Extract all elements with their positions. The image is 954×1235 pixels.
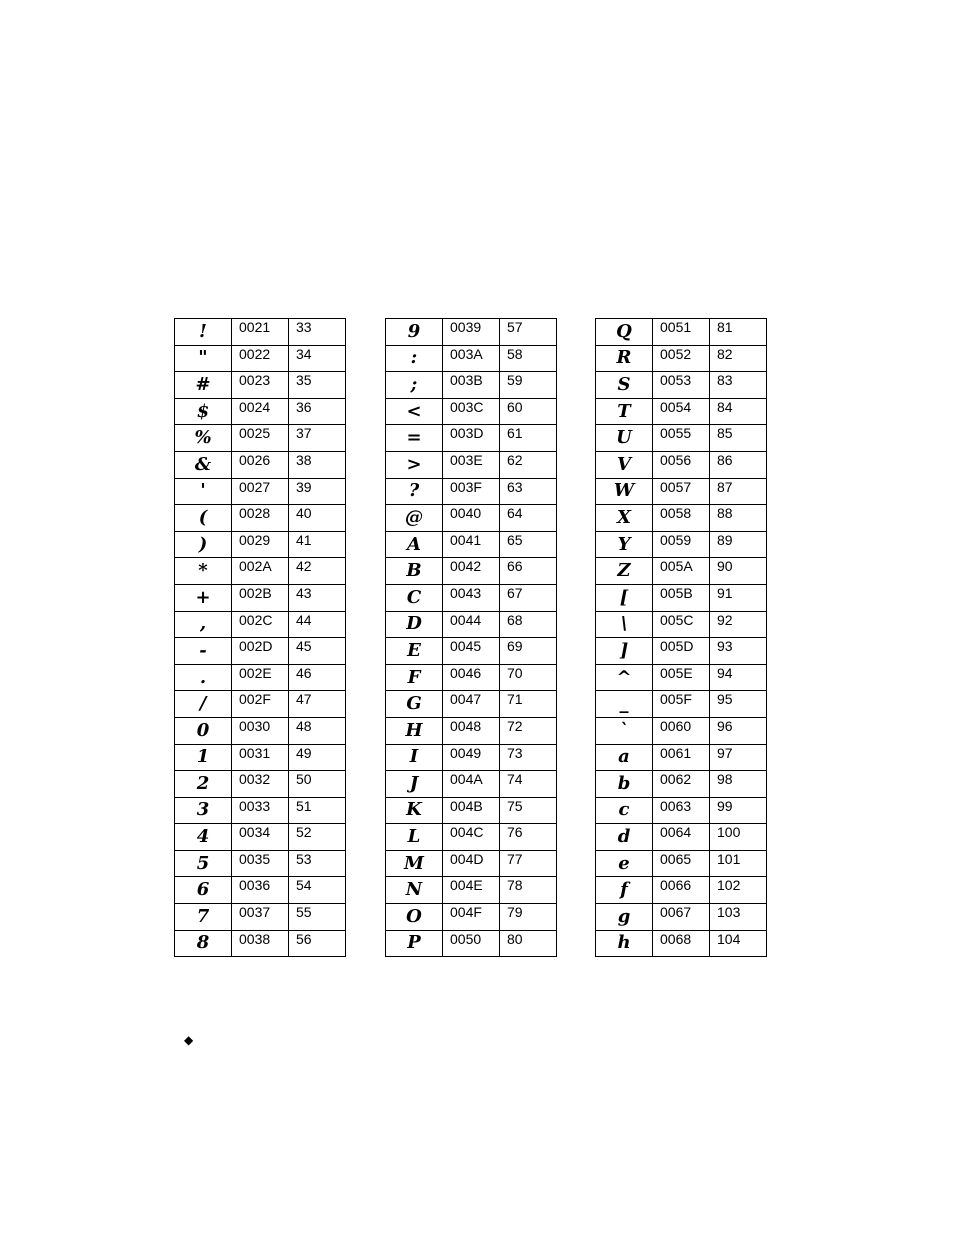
glyph-cell: 5 — [175, 850, 232, 877]
character-table-2 — [385, 318, 557, 957]
decimal-code-cell: 56 — [289, 930, 346, 957]
glyph-cell: Z — [596, 558, 653, 585]
decimal-code-cell: 74 — [500, 771, 557, 798]
table-row — [386, 824, 557, 851]
glyph-cell: * — [175, 558, 232, 585]
glyph-cell: b — [596, 771, 653, 798]
glyph-cell: R — [596, 345, 653, 372]
glyph-cell: _ — [596, 691, 653, 718]
decimal-code-cell: 103 — [710, 904, 767, 931]
table-row — [175, 904, 346, 931]
decimal-code-cell: 65 — [500, 531, 557, 558]
table-row — [386, 877, 557, 904]
glyph-cell: @ — [386, 505, 443, 532]
table-row — [175, 531, 346, 558]
decimal-code-cell: 83 — [710, 372, 767, 399]
hex-code-cell: 0034 — [232, 824, 289, 851]
decimal-code-cell: 35 — [289, 372, 346, 399]
table-row — [386, 558, 557, 585]
glyph-cell: > — [386, 451, 443, 478]
table-row — [596, 691, 767, 718]
glyph-cell: + — [175, 584, 232, 611]
hex-code-cell: 0046 — [443, 664, 500, 691]
table-row — [596, 877, 767, 904]
hex-code-cell: 0039 — [443, 319, 500, 346]
decimal-code-cell: 62 — [500, 451, 557, 478]
glyph-cell: F — [386, 664, 443, 691]
decimal-code-cell: 42 — [289, 558, 346, 585]
hex-code-cell: 0063 — [653, 797, 710, 824]
glyph-cell: ; — [386, 372, 443, 399]
decimal-code-cell: 90 — [710, 558, 767, 585]
hex-code-cell: 003B — [443, 372, 500, 399]
table-row — [596, 398, 767, 425]
hex-code-cell: 005C — [653, 611, 710, 638]
table-row — [386, 850, 557, 877]
hex-code-cell: 0054 — [653, 398, 710, 425]
glyph-cell: - — [175, 638, 232, 665]
hex-code-cell: 005B — [653, 584, 710, 611]
decimal-code-cell: 68 — [500, 611, 557, 638]
hex-code-cell: 004C — [443, 824, 500, 851]
decimal-code-cell: 46 — [289, 664, 346, 691]
table-row — [596, 664, 767, 691]
table-row — [386, 319, 557, 346]
hex-code-cell: 0038 — [232, 930, 289, 957]
glyph-cell: N — [386, 877, 443, 904]
table-row — [596, 345, 767, 372]
decimal-code-cell: 100 — [710, 824, 767, 851]
decimal-code-cell: 69 — [500, 638, 557, 665]
decimal-code-cell: 86 — [710, 451, 767, 478]
decimal-code-cell: 64 — [500, 505, 557, 532]
table-row — [175, 611, 346, 638]
glyph-cell: c — [596, 797, 653, 824]
decimal-code-cell: 98 — [710, 771, 767, 798]
glyph-cell: & — [175, 451, 232, 478]
decimal-code-cell: 97 — [710, 744, 767, 771]
decimal-code-cell: 85 — [710, 425, 767, 452]
table-row — [175, 345, 346, 372]
hex-code-cell: 005D — [653, 638, 710, 665]
hex-code-cell: 0056 — [653, 451, 710, 478]
decimal-code-cell: 53 — [289, 850, 346, 877]
table-row — [596, 771, 767, 798]
hex-code-cell: 003D — [443, 425, 500, 452]
hex-code-cell: 0021 — [232, 319, 289, 346]
table-row — [386, 638, 557, 665]
glyph-cell: G — [386, 691, 443, 718]
table-row — [596, 558, 767, 585]
hex-code-cell: 0042 — [443, 558, 500, 585]
hex-code-cell: 0050 — [443, 930, 500, 957]
table-row — [596, 638, 767, 665]
hex-code-cell: 005A — [653, 558, 710, 585]
table-row — [596, 611, 767, 638]
glyph-cell: ( — [175, 505, 232, 532]
glyph-cell: C — [386, 584, 443, 611]
table-row — [386, 930, 557, 957]
decimal-code-cell: 80 — [500, 930, 557, 957]
table-row — [175, 478, 346, 505]
decimal-code-cell: 40 — [289, 505, 346, 532]
table-row — [386, 744, 557, 771]
hex-code-cell: 0053 — [653, 372, 710, 399]
decimal-code-cell: 89 — [710, 531, 767, 558]
table-row — [596, 451, 767, 478]
hex-code-cell: 0037 — [232, 904, 289, 931]
table-row — [386, 425, 557, 452]
decimal-code-cell: 76 — [500, 824, 557, 851]
glyph-cell: ] — [596, 638, 653, 665]
decimal-code-cell: 67 — [500, 584, 557, 611]
glyph-cell: 6 — [175, 877, 232, 904]
decimal-code-cell: 36 — [289, 398, 346, 425]
table-row — [175, 372, 346, 399]
glyph-cell: / — [175, 691, 232, 718]
glyph-cell: = — [386, 425, 443, 452]
hex-code-cell: 004F — [443, 904, 500, 931]
table-row — [386, 771, 557, 798]
hex-code-cell: 0052 — [653, 345, 710, 372]
table-row — [175, 930, 346, 957]
hex-code-cell: 0067 — [653, 904, 710, 931]
glyph-cell: d — [596, 824, 653, 851]
hex-code-cell: 0035 — [232, 850, 289, 877]
hex-code-cell: 0062 — [653, 771, 710, 798]
decimal-code-cell: 49 — [289, 744, 346, 771]
table-row — [596, 478, 767, 505]
decimal-code-cell: 54 — [289, 877, 346, 904]
decimal-code-cell: 87 — [710, 478, 767, 505]
hex-code-cell: 003C — [443, 398, 500, 425]
decimal-code-cell: 41 — [289, 531, 346, 558]
glyph-cell: L — [386, 824, 443, 851]
table-row — [386, 664, 557, 691]
table-row — [596, 717, 767, 744]
hex-code-cell: 0047 — [443, 691, 500, 718]
decimal-code-cell: 96 — [710, 717, 767, 744]
glyph-cell: h — [596, 930, 653, 957]
table-row — [386, 584, 557, 611]
bullet-marker: ◆ — [184, 1033, 194, 1047]
table-row — [386, 345, 557, 372]
glyph-cell: V — [596, 451, 653, 478]
hex-code-cell: 0066 — [653, 877, 710, 904]
hex-code-cell: 002E — [232, 664, 289, 691]
decimal-code-cell: 60 — [500, 398, 557, 425]
glyph-cell: . — [175, 664, 232, 691]
glyph-cell: a — [596, 744, 653, 771]
decimal-code-cell: 70 — [500, 664, 557, 691]
hex-code-cell: 002D — [232, 638, 289, 665]
table-row — [175, 824, 346, 851]
hex-code-cell: 003F — [443, 478, 500, 505]
glyph-cell: X — [596, 505, 653, 532]
hex-code-cell: 0044 — [443, 611, 500, 638]
table-row — [386, 611, 557, 638]
glyph-cell: ' — [175, 478, 232, 505]
hex-code-cell: 005F — [653, 691, 710, 718]
table-row — [596, 584, 767, 611]
hex-code-cell: 0049 — [443, 744, 500, 771]
decimal-code-cell: 72 — [500, 717, 557, 744]
hex-code-cell: 0041 — [443, 531, 500, 558]
table-row — [596, 744, 767, 771]
table-row — [596, 425, 767, 452]
table-row — [175, 717, 346, 744]
table-row — [175, 319, 346, 346]
glyph-cell: S — [596, 372, 653, 399]
table-row — [175, 664, 346, 691]
hex-code-cell: 002F — [232, 691, 289, 718]
decimal-code-cell: 55 — [289, 904, 346, 931]
glyph-cell: 9 — [386, 319, 443, 346]
decimal-code-cell: 95 — [710, 691, 767, 718]
glyph-cell: ` — [596, 717, 653, 744]
table-row — [596, 319, 767, 346]
decimal-code-cell: 52 — [289, 824, 346, 851]
decimal-code-cell: 34 — [289, 345, 346, 372]
hex-code-cell: 0027 — [232, 478, 289, 505]
glyph-cell: 2 — [175, 771, 232, 798]
glyph-cell: : — [386, 345, 443, 372]
glyph-cell: T — [596, 398, 653, 425]
glyph-cell: I — [386, 744, 443, 771]
hex-code-cell: 0043 — [443, 584, 500, 611]
hex-code-cell: 0030 — [232, 717, 289, 744]
hex-code-cell: 002A — [232, 558, 289, 585]
decimal-code-cell: 66 — [500, 558, 557, 585]
hex-code-cell: 0068 — [653, 930, 710, 957]
glyph-cell: M — [386, 850, 443, 877]
decimal-code-cell: 92 — [710, 611, 767, 638]
decimal-code-cell: 79 — [500, 904, 557, 931]
hex-code-cell: 0057 — [653, 478, 710, 505]
glyph-cell: < — [386, 398, 443, 425]
glyph-cell: % — [175, 425, 232, 452]
table-row — [175, 691, 346, 718]
glyph-cell: e — [596, 850, 653, 877]
hex-code-cell: 0048 — [443, 717, 500, 744]
hex-code-cell: 0032 — [232, 771, 289, 798]
hex-code-cell: 0065 — [653, 850, 710, 877]
glyph-cell: ) — [175, 531, 232, 558]
decimal-code-cell: 63 — [500, 478, 557, 505]
glyph-cell: " — [175, 345, 232, 372]
table-row — [175, 638, 346, 665]
glyph-cell: 1 — [175, 744, 232, 771]
table-row — [175, 797, 346, 824]
table-row — [386, 691, 557, 718]
decimal-code-cell: 91 — [710, 584, 767, 611]
hex-code-cell: 0022 — [232, 345, 289, 372]
hex-code-cell: 0051 — [653, 319, 710, 346]
table-row — [386, 398, 557, 425]
decimal-code-cell: 82 — [710, 345, 767, 372]
table-row — [175, 771, 346, 798]
glyph-cell: Y — [596, 531, 653, 558]
glyph-cell: A — [386, 531, 443, 558]
glyph-cell: $ — [175, 398, 232, 425]
glyph-cell: P — [386, 930, 443, 957]
decimal-code-cell: 48 — [289, 717, 346, 744]
glyph-cell: ? — [386, 478, 443, 505]
decimal-code-cell: 104 — [710, 930, 767, 957]
glyph-cell: 7 — [175, 904, 232, 931]
table-row — [386, 478, 557, 505]
hex-code-cell: 002C — [232, 611, 289, 638]
hex-code-cell: 0023 — [232, 372, 289, 399]
hex-code-cell: 0036 — [232, 877, 289, 904]
decimal-code-cell: 73 — [500, 744, 557, 771]
decimal-code-cell: 59 — [500, 372, 557, 399]
glyph-cell: \ — [596, 611, 653, 638]
table-row — [386, 451, 557, 478]
hex-code-cell: 004B — [443, 797, 500, 824]
glyph-cell: 3 — [175, 797, 232, 824]
glyph-cell: , — [175, 611, 232, 638]
decimal-code-cell: 71 — [500, 691, 557, 718]
table-row — [596, 372, 767, 399]
table-row — [596, 930, 767, 957]
decimal-code-cell: 57 — [500, 319, 557, 346]
hex-code-cell: 004A — [443, 771, 500, 798]
glyph-cell: # — [175, 372, 232, 399]
hex-code-cell: 0029 — [232, 531, 289, 558]
hex-code-cell: 0040 — [443, 505, 500, 532]
hex-code-cell: 0028 — [232, 505, 289, 532]
hex-code-cell: 004D — [443, 850, 500, 877]
hex-code-cell: 004E — [443, 877, 500, 904]
glyph-cell: B — [386, 558, 443, 585]
character-table-1 — [174, 318, 346, 957]
glyph-cell: U — [596, 425, 653, 452]
glyph-cell: E — [386, 638, 443, 665]
table-row — [596, 797, 767, 824]
glyph-cell: J — [386, 771, 443, 798]
hex-code-cell: 0058 — [653, 505, 710, 532]
decimal-code-cell: 61 — [500, 425, 557, 452]
decimal-code-cell: 99 — [710, 797, 767, 824]
hex-code-cell: 002B — [232, 584, 289, 611]
glyph-cell: ^ — [596, 664, 653, 691]
hex-code-cell: 0064 — [653, 824, 710, 851]
glyph-cell: ! — [175, 319, 232, 346]
glyph-cell: 8 — [175, 930, 232, 957]
decimal-code-cell: 39 — [289, 478, 346, 505]
hex-code-cell: 0055 — [653, 425, 710, 452]
table-row — [386, 372, 557, 399]
table-row — [596, 531, 767, 558]
table-row — [175, 584, 346, 611]
decimal-code-cell: 93 — [710, 638, 767, 665]
table-row — [386, 531, 557, 558]
glyph-cell: [ — [596, 584, 653, 611]
decimal-code-cell: 77 — [500, 850, 557, 877]
decimal-code-cell: 58 — [500, 345, 557, 372]
hex-code-cell: 0025 — [232, 425, 289, 452]
decimal-code-cell: 81 — [710, 319, 767, 346]
hex-code-cell: 003E — [443, 451, 500, 478]
decimal-code-cell: 101 — [710, 850, 767, 877]
decimal-code-cell: 88 — [710, 505, 767, 532]
decimal-code-cell: 38 — [289, 451, 346, 478]
character-table-3 — [595, 318, 767, 957]
glyph-cell: W — [596, 478, 653, 505]
decimal-code-cell: 84 — [710, 398, 767, 425]
hex-code-cell: 0059 — [653, 531, 710, 558]
glyph-cell: g — [596, 904, 653, 931]
hex-code-cell: 0061 — [653, 744, 710, 771]
table-row — [386, 717, 557, 744]
table-row — [596, 904, 767, 931]
decimal-code-cell: 44 — [289, 611, 346, 638]
table-row — [596, 850, 767, 877]
glyph-cell: 0 — [175, 717, 232, 744]
table-row — [386, 904, 557, 931]
table-row — [175, 877, 346, 904]
decimal-code-cell: 50 — [289, 771, 346, 798]
hex-code-cell: 005E — [653, 664, 710, 691]
decimal-code-cell: 33 — [289, 319, 346, 346]
table-row — [386, 797, 557, 824]
table-row — [175, 505, 346, 532]
decimal-code-cell: 47 — [289, 691, 346, 718]
table-row — [175, 425, 346, 452]
table-row — [175, 398, 346, 425]
glyph-cell: f — [596, 877, 653, 904]
table-row — [386, 505, 557, 532]
table-row — [175, 850, 346, 877]
hex-code-cell: 0024 — [232, 398, 289, 425]
hex-code-cell: 003A — [443, 345, 500, 372]
decimal-code-cell: 75 — [500, 797, 557, 824]
hex-code-cell: 0031 — [232, 744, 289, 771]
table-row — [596, 824, 767, 851]
hex-code-cell: 0045 — [443, 638, 500, 665]
hex-code-cell: 0033 — [232, 797, 289, 824]
table-row — [596, 505, 767, 532]
glyph-cell: O — [386, 904, 443, 931]
decimal-code-cell: 94 — [710, 664, 767, 691]
decimal-code-cell: 43 — [289, 584, 346, 611]
hex-code-cell: 0026 — [232, 451, 289, 478]
glyph-cell: K — [386, 797, 443, 824]
decimal-code-cell: 45 — [289, 638, 346, 665]
decimal-code-cell: 37 — [289, 425, 346, 452]
hex-code-cell: 0060 — [653, 717, 710, 744]
table-row — [175, 744, 346, 771]
decimal-code-cell: 51 — [289, 797, 346, 824]
glyph-cell: Q — [596, 319, 653, 346]
glyph-cell: 4 — [175, 824, 232, 851]
decimal-code-cell: 78 — [500, 877, 557, 904]
glyph-cell: D — [386, 611, 443, 638]
table-row — [175, 558, 346, 585]
decimal-code-cell: 102 — [710, 877, 767, 904]
table-row — [175, 451, 346, 478]
glyph-cell: H — [386, 717, 443, 744]
